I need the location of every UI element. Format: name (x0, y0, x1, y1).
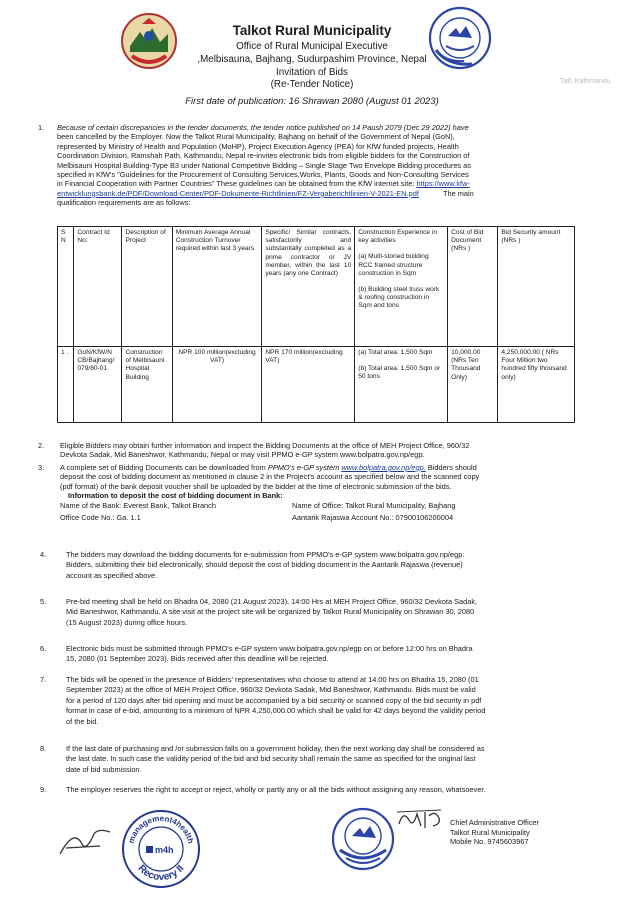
clause-line-text: Bidders should (425, 463, 477, 472)
bank-info-heading: Information to deposit the cost of bidding document in Bank: (68, 491, 283, 501)
clause-line: The bids will be opened in the presence of Bidders' representatives who choose to attend at 14:00 hrs on Bhadra 15, 2080 (01 (66, 675, 479, 684)
clause-9-text (66, 785, 580, 794)
table-header-row (58, 227, 575, 347)
clause-number: 5. (40, 597, 47, 606)
clause-number: 3. (38, 463, 45, 472)
egp-system-text: PPMO's e-GP system (267, 463, 340, 472)
clause-4-text (66, 550, 578, 581)
office-address: ,Melbisauna, Bajhang, Sudurpashim Province, Nepal (197, 54, 427, 65)
table-header-cell: Contract Id No: (74, 227, 122, 347)
table-header-cell: Bid Security amount (NRs ) (498, 227, 575, 347)
header-ce-title: Construction Experience in key activities (358, 229, 438, 245)
office-name-field: Name of Office: Talkot Rural Municipality, Bajhang (292, 500, 456, 510)
clause-line: Because of certain discrepancies in the tender documents, the tender notice published on 14 Paush 2079 (Dec 29 2022) have (57, 123, 469, 132)
clause-number: 2. (38, 441, 45, 450)
clause-number: 7. (40, 675, 47, 684)
clause-line: the last date. In such case the validity period of the bid and bid security shall remain the same as specified for the original last (66, 754, 476, 764)
table-cell-description: Construction of Melbisauni Hospital Building (122, 347, 172, 423)
clause-line: (pdf format) of the bank deposit voucher shall be uploaded by the bidder at the time of electronic submission of the bids. (60, 481, 452, 491)
clause-7-text (66, 675, 578, 727)
clause-line: If the last date of purchasing and /or submission falls on a government holiday, then the next working day shall be considered as (66, 744, 485, 753)
clause-line: of the bid. (66, 716, 99, 726)
clause-line: Eligible Bidders may obtain further information and inspect the Bidding Documents at the office of MEH Project Office, 960/32 (60, 441, 470, 450)
table-cell-experience (355, 347, 448, 423)
kfw-guidelines-link[interactable]: https://www.kfw- (416, 179, 470, 189)
clause-2-text (60, 441, 580, 460)
stamp-logo-text: m4h (155, 845, 174, 855)
retender-label: (Re-Tender Notice) (270, 79, 354, 90)
clause-number: 6. (40, 644, 47, 653)
table-header-cell: Cost of Bid Document (NRs ) (448, 227, 498, 347)
table-header-cell: Minimum Average Annual Construction Turnover required within last 3 years (172, 227, 262, 347)
bolpatra-link[interactable]: www.bolpatra.gov.np/egp. (341, 463, 426, 472)
officer-signature-icon (395, 806, 445, 834)
table-cell-contract: GoN/KfW/N CB/Bajhang/ 079/80-01 (74, 347, 122, 423)
header-ce-b: (b) Building steel truss work & roofing construction in Sqm and tons (358, 286, 440, 310)
clause-line (57, 179, 577, 188)
clause-line: The bidders may download the bidding documents for e-submission from PPMO's e-GP system www.bolpatra.gov.np/egp. (66, 550, 465, 559)
clause-line: format in case of e-bid, amounting to a minimum of NPR 4,250,000.00 which shall be valid for 42 days beyond the validity period (66, 706, 486, 716)
table-cell-security: 4,250,000.00 ( NRs Four Million two hundred fifty thousand only) (498, 347, 575, 423)
table-cell-cost: 10,000.00 (NRs Ten Thousand Only) (448, 347, 498, 423)
clause-line: 15, 2080 (01 September 2023). Bids received after this deadline will be rejected. (66, 654, 329, 664)
office-code-row (60, 513, 580, 523)
clause-number: 1. (38, 123, 45, 132)
m4h-recovery-stamp-icon (120, 808, 202, 890)
header-ce-a: (a) Multi-storied building RCC framed structure construction in Sqm (358, 253, 429, 277)
clause-line: Bidders, submitting their bid electronically, should deposit the cost of bidding document in the Aantarik Rajaswa (revenue) (66, 560, 463, 570)
qualification-table (57, 226, 575, 423)
table-cell-sn: 1 . (58, 347, 74, 423)
invitation-heading: Invitation of Bids (276, 67, 348, 78)
clause-line: Devkota Sadak, Mid Baneshwor, Kathmandu, Nepal or may visit PPMO e-GP system www.bolpatra.gov.np/egp. (60, 450, 425, 460)
clause-line: The employer reserves the right to accept or reject, wholly or partly any or all the bids without assigning any reason, whatsoever. (66, 785, 486, 794)
stamp-bottom-text: Recovery II (135, 863, 187, 884)
signatory-title: Chief Administrative Officer (450, 818, 539, 827)
office-name: Office of Rural Municipal Executive (236, 41, 388, 52)
clause-line-text: A complete set of Bidding Documents can be downloaded from (60, 463, 268, 472)
stamp-ring-text: management4health (126, 813, 196, 845)
clause-line: deposit the cost of bidding document as mentioned in clause 2 in the Project's account as specified below and the scanned copy (60, 472, 480, 482)
clause-number: 8. (40, 744, 47, 753)
clause-line: been cancelled by the Employer. Now the Talkot Rural Municipality, Bajhang on behalf of the Government of Nepal (GoN), (57, 132, 455, 142)
notice-title: Talkot Rural Municipality (232, 23, 392, 38)
clause-number: 9. (40, 785, 47, 794)
handwritten-signature-icon (56, 824, 114, 860)
clause-line: for a period of 120 days after bid opening and must be accompanied by a bid security or scanned copy of the bid security in pdf (66, 695, 482, 705)
table-cell-similar: NPR 170 million(excluding VAT) (262, 347, 355, 423)
clause-number: 4. (40, 550, 47, 559)
clause-line: Mid Baneshwor, Kathmandu. A site visit at the project site will be organized by Talkot Rural Municipality on Shrawan 30, 2080 (66, 607, 475, 617)
clause-line: date of bid submission. (66, 764, 142, 774)
signatory-block (450, 818, 539, 847)
clause-line: Electronic bids must be submitted through PPMO's e-GP system www.bolpatra.gov.np/egp on or before 12:00 hrs on Bhadra (66, 644, 473, 653)
clause-8-text (66, 744, 578, 775)
clause-line: account as specified above. (66, 570, 158, 580)
clause-line-text: in Financial Cooperation with Partner Countries" These guidelines can be obtained from the KfW internet site: (57, 179, 415, 189)
clause-5-text (66, 597, 578, 628)
clause-line-tail: The main (442, 188, 474, 198)
table-header-cell: Description of Project (122, 227, 172, 347)
clause-1-text (57, 123, 577, 208)
clause-line: represented by Ministry of Health and Population (MoHP), Project Execution Agency (PEA) for KfW funded projects, Health (57, 141, 459, 151)
clause-line: (15 August 2023) during office hours. (66, 617, 188, 627)
clause-line (60, 463, 580, 472)
table-header-cell: S N (58, 227, 74, 347)
clause-line (57, 189, 577, 198)
bank-name: Name of the Bank: Everest Bank, Talkot Branch (60, 500, 216, 510)
clause-line: qualification requirements are as follows: (57, 198, 191, 208)
signatory-org: Talkot Rural Municipality (450, 827, 530, 837)
row-ce-b: (b) Total area: 1,500 Sqm or 50 tons (358, 365, 441, 381)
clause-line: Coordination Division, Ramshah Path, Kathmandu, Nepal re-invites electronic bids from eligible bidders for the Construction of (57, 151, 470, 161)
office-code: Office Code No.: Ga. 1.1 (60, 512, 141, 522)
clause-3-text (60, 463, 580, 523)
clause-line: Melbisauni Hospital Building-Type B3 under National Competitive Bidding – Single Stage Two Envelope Bidding procedures as (57, 160, 471, 170)
kfw-guidelines-link-cont[interactable]: entwicklungsbank.de/PDF/Download-Center/PDF-Dokumente-Richtlinien/FZ-Vergaberichtlinien-V-2021-EN.pdf (57, 188, 419, 198)
clause-line: September 2023) at the office of MEH Project Office, 960/32 Devkota Sadak, Mid Baneshwor, Kathmandu. Bids must be valid (66, 685, 476, 695)
table-header-cell (355, 227, 448, 347)
row-ce-a: (a) Total area: 1,500 Sqm (358, 349, 433, 356)
table-row (58, 347, 575, 423)
bank-row (60, 501, 580, 511)
clause-6-text (66, 644, 578, 665)
table-header-cell: Specific/ Similar contracts, satisfactorily and substantially completed as a prime contractor or JV member, within the last 10 years (any one Contract) (262, 227, 355, 347)
table-cell-turnover: NPR 100 million(excluding VAT) (172, 347, 262, 423)
clause-line: specified in KfW's "Guidelines for the Procurement of Consulting Services,Works, Plants, Goods and Non-Consulting Services (57, 170, 469, 180)
svg-text:Recovery II (136, 863, 187, 883)
faint-background-text: Talt, Kathmandu (560, 78, 611, 85)
clause-line: Pre-bid meeting shall be held on Bhadra 04, 2080 (21 August 2023), 14:00 Hrs at MEH Project Office, 960/32 Devkota Sadak, (66, 597, 478, 606)
account-number: Aantarik Rajaswa Account No.: 07900106200004 (292, 512, 454, 522)
publication-date: First date of publication: 16 Shrawan 2080 (August 01 2023) (185, 96, 439, 107)
official-seal-icon (330, 806, 396, 872)
signatory-mobile: Mobile No. 9745603967 (450, 837, 529, 847)
